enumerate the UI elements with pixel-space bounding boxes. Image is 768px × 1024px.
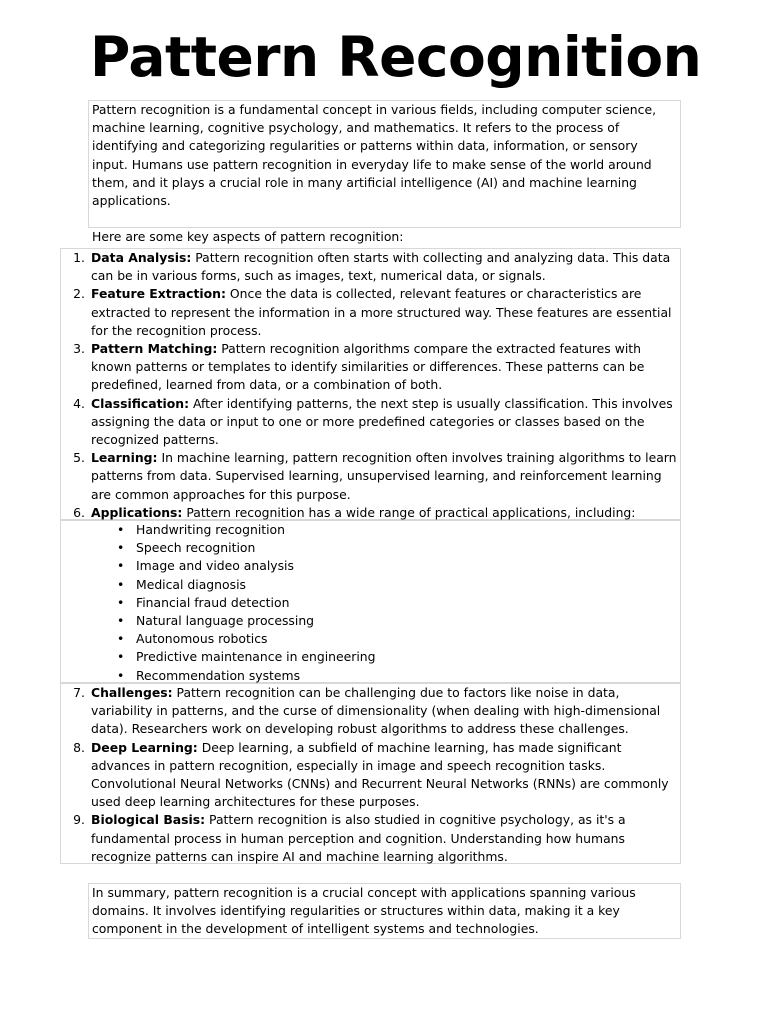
item-term: Pattern Matching: (91, 341, 218, 357)
item-text: Pattern recognition has a wide range of practical applications, including: (182, 504, 636, 520)
aspects-list-part1 (60, 248, 681, 520)
item-number: 7. (73, 685, 85, 700)
item-text: Pattern recognition often starts with collecting and analyzing data. This data can be in various forms, such as images, text, numerical data, or signals. (91, 250, 671, 284)
item-term: Applications: (91, 504, 183, 520)
application-item: • Medical diagnosis (61, 576, 680, 594)
application-item: • Financial fraud detection (61, 594, 680, 612)
item-number: 5. (73, 450, 85, 466)
bullet-icon: • (117, 558, 125, 574)
list-item (61, 395, 680, 450)
list-item (61, 684, 680, 739)
bullet-icon: • (117, 631, 125, 647)
item-term: Learning: (91, 450, 158, 466)
item-text: Once the data is collected, relevant features or characteristics are extracted to represent the information in a more structured way. These features are essential for the recognition process. (91, 286, 672, 338)
item-text: Pattern recognition algorithms compare the extracted features with known patterns or templates to identify similarities or differences. These patterns can be predefined, learned from data, or a combination of both. (91, 341, 645, 393)
item-number: 1. (73, 250, 85, 265)
summary-section (88, 883, 681, 939)
item-text: Pattern recognition is also studied in cognitive psychology, as it's a fundamental process in human perception and cognition. Understanding how humans recognize patterns can inspire AI and machine learning algorithms. (91, 812, 626, 864)
intro-section (88, 100, 681, 245)
item-number: 3. (73, 341, 85, 357)
item-number: 6. (73, 504, 85, 520)
item-text: After identifying patterns, the next step is usually classification. This involves assigning the data or input to one or more predefined categories or classes based on the recognized patterns. (91, 395, 673, 448)
item-number: 4. (73, 395, 85, 411)
application-item: • Image and video analysis (61, 557, 680, 575)
bullet-icon: • (117, 649, 125, 665)
list-item (61, 739, 680, 812)
item-number: 8. (73, 739, 85, 755)
item-term: Deep Learning: (91, 739, 198, 755)
list-item (61, 340, 680, 395)
bullet-icon: • (117, 613, 125, 629)
item-number: 9. (73, 812, 85, 828)
item-term: Biological Basis: (91, 812, 206, 828)
application-item: • Recommendation systems (61, 667, 680, 685)
summary-paragraph: In summary, pattern recognition is a crucial concept with applications spanning various domains. It involves identifying regularities or structures within data, making it a key component in the development of intelligent systems and technologies. (92, 885, 636, 937)
item-text: Deep learning, a subfield of machine learning, has made significant advances in pattern recognition, especially in image and speech recognition tasks. Convolutional Neural Networks (CNNs) and Recurrent Neural Networks (RNNs) are commonly used deep learning architectures for these purposes. (91, 739, 669, 810)
intro-lead: Here are some key aspects of pattern recognition: (92, 229, 404, 245)
bullet-icon: • (117, 522, 125, 537)
item-term: Classification: (91, 395, 190, 411)
page-title: Pattern Recognition (90, 25, 702, 89)
application-item: • Autonomous robotics (61, 630, 680, 648)
application-item: • Predictive maintenance in engineering (61, 648, 680, 666)
item-text: Pattern recognition can be challenging due to factors like noise in data, variability in patterns, and the curse of dimensionality (when dealing with high-dimensional data). Researchers work on developing robust algorithms to address these challenges. (91, 685, 661, 737)
item-number: 2. (73, 286, 85, 302)
bullet-icon: • (117, 667, 125, 683)
application-item: • Speech recognition (61, 539, 680, 557)
item-term: Challenges: (91, 685, 173, 700)
application-item: • Natural language processing (61, 612, 680, 630)
list-item (61, 285, 680, 340)
list-item (61, 811, 680, 866)
item-term: Data Analysis: (91, 250, 192, 265)
bullet-icon: • (117, 576, 125, 592)
application-item: • Handwriting recognition (61, 521, 680, 539)
item-text: In machine learning, pattern recognition often involves training algorithms to learn patterns from data. Supervised learning, unsupervised learning, and reinforcement learning are common approaches for this purpose. (91, 450, 677, 502)
list-item (61, 249, 680, 285)
applications-list (60, 520, 681, 683)
aspects-list-part2 (60, 683, 681, 864)
list-item (61, 449, 680, 504)
bullet-icon: • (117, 540, 125, 556)
intro-paragraph: Pattern recognition is a fundamental concept in various fields, including computer science, machine learning, cognitive psychology, and mathematics. It refers to the process of identifying and categorizing regularities or patterns within data, information, or sensory input. Humans use pattern recognition in everyday life to make sense of the world around them, and it plays a crucial role in many artificial intelligence (AI) and machine learning applications. (92, 102, 657, 209)
bullet-icon: • (117, 594, 125, 610)
item-term: Feature Extraction: (91, 286, 226, 302)
